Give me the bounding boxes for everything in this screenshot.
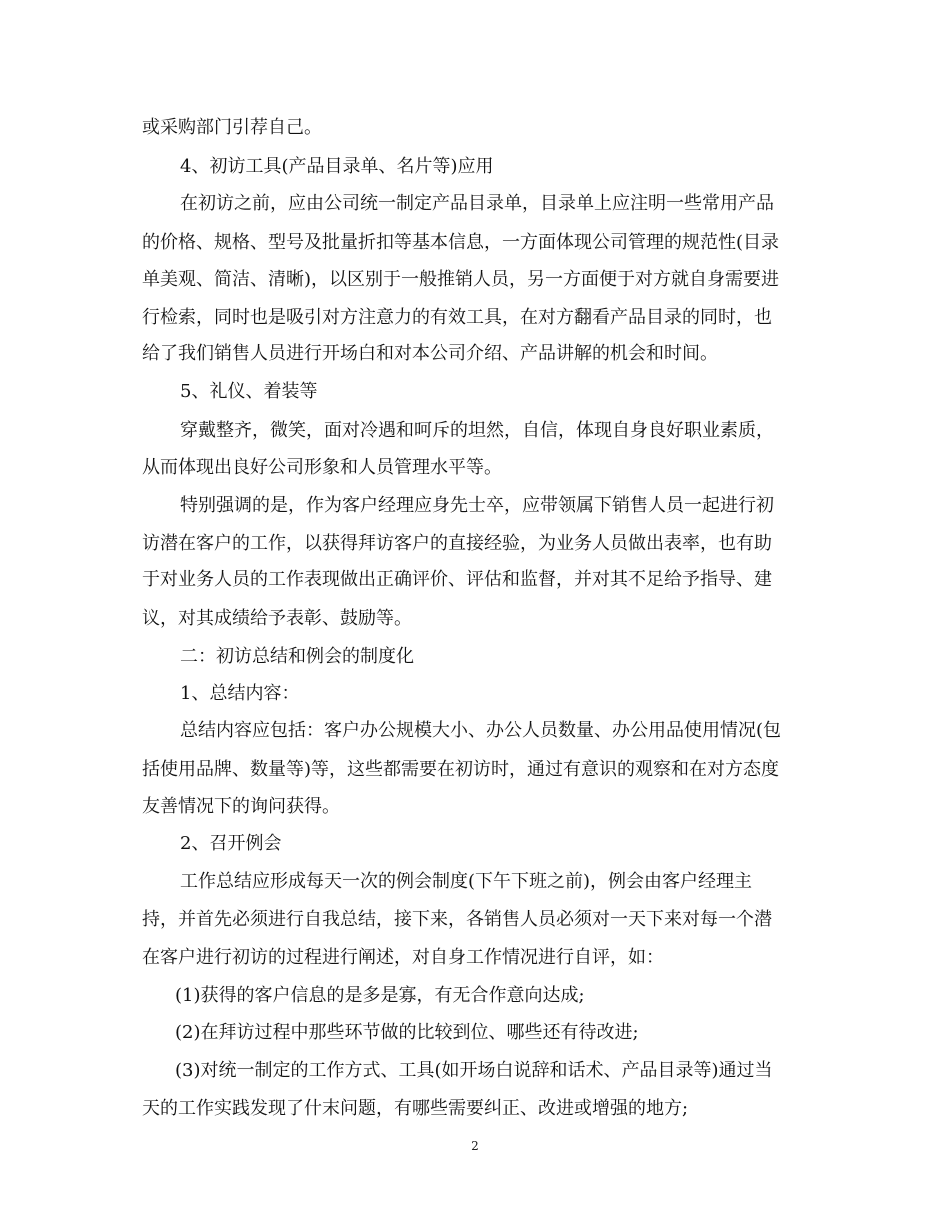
text-line-content: 的价格、规格、型号及批量折扣等基本信息，一方面体现公司管理的规范性(目录 (142, 232, 780, 253)
text-line (0, 604, 950, 634)
text-line-content: 持，并首先必须进行自我总结，接下来，各销售人员必须对一天下来对每一个潜 (142, 909, 772, 930)
text-line (0, 1094, 950, 1124)
text-line (0, 867, 950, 897)
text-line-content: (3)对统一制定的工作方式、工具(如开场白说辞和话术、产品目录等)通过当 (175, 1060, 773, 1081)
text-line-content: (2)在拜访过程中那些环节做的比较到位、哪些还有待改进; (175, 1022, 639, 1043)
text-line (0, 453, 950, 483)
text-line (0, 339, 950, 369)
text-line-content: 穿戴整齐，微笑，面对冷遇和呵斥的坦然，自信，体现自身良好职业素质， (180, 420, 774, 441)
text-line-content: 4、初访工具(产品目录单、名片等)应用 (180, 156, 494, 177)
text-line (0, 303, 950, 333)
text-line-content: 从而体现出良好公司形象和人员管理水平等。 (142, 457, 502, 478)
list-item (0, 1056, 950, 1086)
text-line (0, 943, 950, 973)
section-heading (0, 152, 950, 182)
text-line-content: 议，对其成绩给予表彰、鼓励等。 (142, 608, 412, 629)
text-line-content: 单美观、简洁、清晰)，以区别于一般推销人员，另一方面便于对方就自身需要进 (142, 269, 780, 290)
text-line (0, 792, 950, 822)
section-heading (0, 377, 950, 407)
text-line (0, 189, 950, 219)
list-item (0, 981, 950, 1011)
text-line (0, 565, 950, 595)
text-line (0, 716, 950, 746)
section-heading (0, 642, 950, 672)
text-line-content: 行检索，同时也是吸引对方注意力的有效工具，在对方翻看产品目录的同时，也 (142, 307, 772, 328)
text-line-content: 访潜在客户的工作，以获得拜访客户的直接经验，为业务人员做出表率，也有助 (142, 533, 772, 554)
text-line (0, 228, 950, 258)
text-line-content: 在初访之前，应由公司统一制定产品目录单，目录单上应注明一些常用产品 (180, 193, 774, 214)
text-line (0, 491, 950, 521)
text-line-content: 括使用品牌、数量等)等，这些都需要在初访时，通过有意识的观察和在对方态度 (142, 759, 780, 780)
section-heading (0, 829, 950, 859)
text-line (0, 113, 950, 143)
page-number: 2 (471, 1139, 479, 1153)
text-line-content: 1、总结内容： (180, 683, 300, 704)
text-line-content: 特别强调的是，作为客户经理应身先士卒，应带领属下销售人员一起进行初 (180, 495, 774, 516)
section-heading (0, 679, 950, 709)
text-line-content: 2、召开例会 (180, 833, 282, 854)
text-line-content: 在客户进行初访的过程进行阐述，对自身工作情况进行自评，如： (142, 947, 664, 968)
text-line-content: 友善情况下的询问获得。 (142, 796, 340, 817)
text-line (0, 529, 950, 559)
text-line (0, 265, 950, 295)
text-line (0, 755, 950, 785)
text-line (0, 416, 950, 446)
list-item (0, 1018, 950, 1048)
text-line-content: 工作总结应形成每天一次的例会制度(下午下班之前)，例会由客户经理主 (180, 871, 753, 892)
text-line-content: 天的工作实践发现了什末问题，有哪些需要纠正、改进或增强的地方; (142, 1098, 689, 1119)
text-line-content: 或采购部门引荐自己。 (142, 117, 322, 138)
text-line (0, 905, 950, 935)
text-line-content: 给了我们销售人员进行开场白和对本公司介绍、产品讲解的机会和时间。 (142, 343, 718, 364)
text-line-content: (1)获得的客户信息的是多是寡，有无合作意向达成; (175, 985, 585, 1006)
text-line-content: 总结内容应包括：客户办公规模大小、办公人员数量、办公用品使用情况(包 (180, 720, 782, 741)
text-line-content: 于对业务人员的工作表现做出正确评价、评估和监督，并对其不足给予指导、建 (142, 569, 772, 590)
text-line-content: 5、礼仪、着装等 (180, 381, 318, 402)
text-line-content: 二：初访总结和例会的制度化 (180, 646, 414, 667)
